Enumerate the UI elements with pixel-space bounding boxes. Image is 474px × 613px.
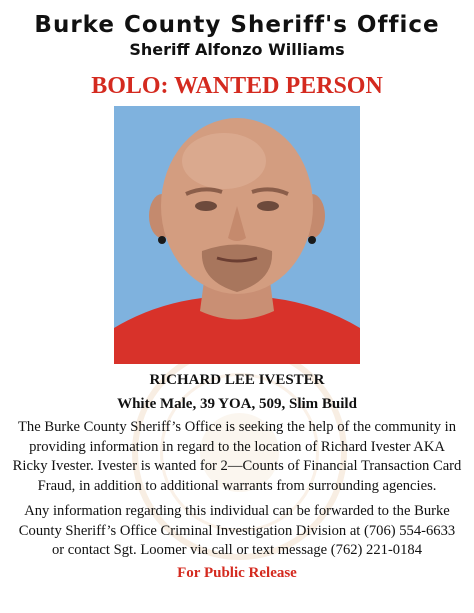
public-release-label: For Public Release <box>177 565 297 581</box>
sheriff-name: Sheriff Alfonzo Williams <box>129 40 345 59</box>
suspect-name: RICHARD LEE IVESTER <box>149 372 325 388</box>
bolo-heading: BOLO: WANTED PERSON <box>91 73 383 99</box>
suspect-description: White Male, 39 YOA, 509, Slim Build <box>117 396 357 412</box>
contact-info-paragraph: Any information regarding this individual can be forwarded to the Burke County Sheriff’s Office Criminal Investigation Division at (706) 554-6633 or contact Sgt. Loomer via call or text message (762) 221-0184 <box>18 503 456 558</box>
agency-title: Burke County Sheriff's Office <box>34 12 440 38</box>
case-details-paragraph: The Burke County Sheriff’s Office is seeking the help of the community in providing information in regard to the location of Richard Ivester AKA Ricky Ivester. Ivester is wanted for 2—Counts of Financial Transaction Card Fraud, in addition to additional warrants from surrounding agencies. <box>12 419 462 494</box>
suspect-photo <box>114 106 360 364</box>
